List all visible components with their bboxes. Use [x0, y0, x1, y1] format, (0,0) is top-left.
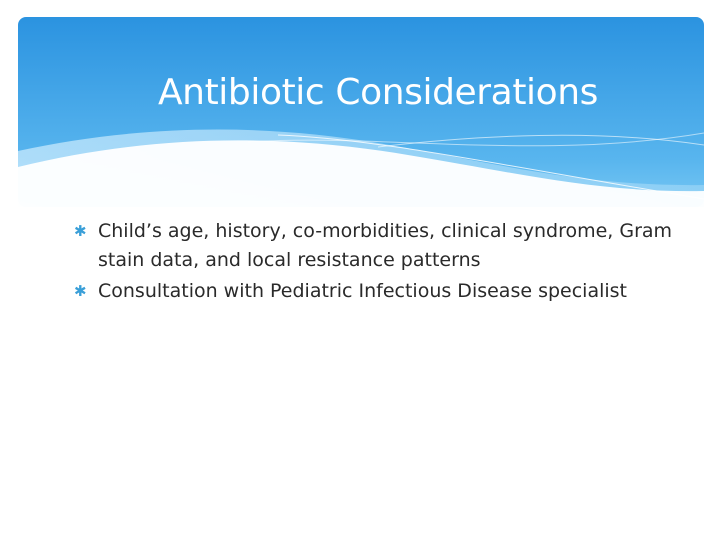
bullet-text: Consultation with Pediatric Infectious Disease specialist — [98, 280, 628, 302]
bullet-list — [74, 217, 674, 308]
bullet-text: Child’s age, history, co-morbidities, clinical syndrome, Gram stain data, and local resistance patterns — [98, 220, 673, 271]
asterisk-bullet-icon: ✱ — [74, 282, 87, 300]
slide-title: Antibiotic Considerations — [157, 72, 599, 113]
title-banner — [18, 17, 704, 207]
bullet-item — [74, 277, 674, 306]
asterisk-bullet-icon: ✱ — [74, 222, 87, 240]
bullet-item — [74, 217, 674, 275]
